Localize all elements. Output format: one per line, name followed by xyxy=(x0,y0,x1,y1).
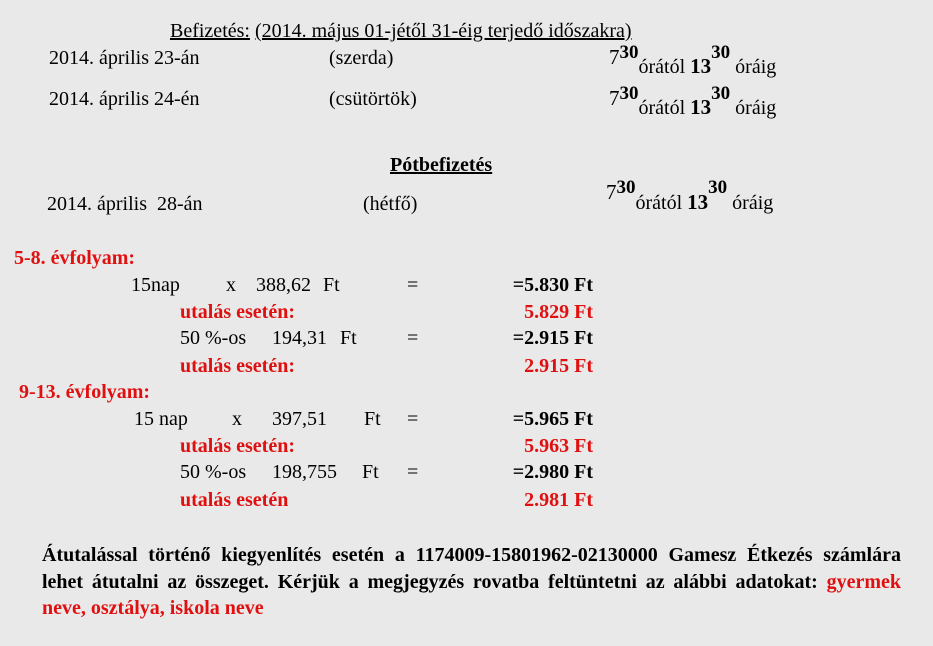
grade1-full-eq: = xyxy=(407,274,419,296)
schedule-date-2: 2014. április 24-én xyxy=(49,88,200,110)
grade1-full-total: =5.830 Ft xyxy=(512,274,593,296)
grade1-half-label: 50 %-os xyxy=(180,327,247,349)
grade2-half-label: 50 %-os xyxy=(180,461,247,483)
grade2-half-unit: Ft xyxy=(362,461,379,483)
grade1-half-total: =2.915 Ft xyxy=(512,327,593,349)
grade1-full-x: x xyxy=(226,274,236,296)
grade2-full-days: 15 nap xyxy=(134,408,188,430)
grade1-full-unit: Ft xyxy=(323,274,340,296)
schedule-time-1: $7^{30}órától$ $13^{30}$ óráig xyxy=(609,42,777,78)
schedule-time-2: $7^{30}órától$ $13^{30}$ óráig xyxy=(609,83,777,119)
grade2-half-total: =2.980 Ft xyxy=(512,461,593,483)
grade1-full-price: 388,62 xyxy=(256,274,311,296)
grade-label-2: 9-13. évfolyam: xyxy=(19,381,151,403)
grade1-full-days: 15nap xyxy=(131,274,180,296)
grade2-half-eq: = xyxy=(407,461,419,483)
grade2-full-price: 397,51 xyxy=(272,408,327,430)
grade2-half-transfer-total: 2.981 Ft xyxy=(524,489,593,511)
payment-instructions-text: Átutalással történő kiegyenlítés esetén a 1174009-15801962-02130000 Gamesz Étkezés számlára lehet átutalni az összeget. Kérjük a megjegyzés rovatba feltüntetni az alábbi adatokat: xyxy=(42,544,901,593)
extra-time: $7^{30}órától$ $13^{30}$ óráig xyxy=(606,177,774,214)
page-title xyxy=(170,21,632,41)
grade2-half-price: 198,755 xyxy=(272,461,337,483)
schedule-date-1: 2014. április 23-án xyxy=(49,47,200,69)
header-label: Befizetés: xyxy=(170,20,250,42)
grade1-full-transfer-label: utalás esetén: xyxy=(180,301,295,323)
extra-day: (hétfő) xyxy=(363,193,418,215)
payment-instructions xyxy=(42,542,901,622)
extra-date: 2014. április 28-án xyxy=(47,193,203,215)
extra-title: Pótbefizetés xyxy=(390,154,493,176)
grade2-full-transfer-label: utalás esetén: xyxy=(180,435,295,457)
grade1-half-price: 194,31 xyxy=(272,327,327,349)
grade1-half-transfer-label: utalás esetén: xyxy=(180,355,295,377)
grade1-half-transfer-total: 2.915 Ft xyxy=(524,355,593,377)
grade2-full-x: x xyxy=(232,408,242,430)
schedule-day-1: (szerda) xyxy=(329,47,394,69)
grade2-full-transfer-total: 5.963 Ft xyxy=(524,435,593,457)
payment-instructions-highlight: gyermek neve, osztálya, iskola neve xyxy=(42,570,902,619)
grade1-half-unit: Ft xyxy=(340,327,357,349)
grade1-half-eq: = xyxy=(407,327,419,349)
grade2-full-unit: Ft xyxy=(364,408,381,430)
schedule-day-2: (csütörtök) xyxy=(329,88,417,110)
grade-label-1: 5-8. évfolyam: xyxy=(14,247,136,269)
grade1-full-transfer-total: 5.829 Ft xyxy=(524,301,593,323)
grade2-full-eq: = xyxy=(407,408,419,430)
grade2-half-transfer-label: utalás esetén xyxy=(180,489,289,511)
header-period: (2014. május 01-jétől 31-éig terjedő időszakra) xyxy=(254,20,632,42)
grade2-full-total: =5.965 Ft xyxy=(512,408,593,430)
